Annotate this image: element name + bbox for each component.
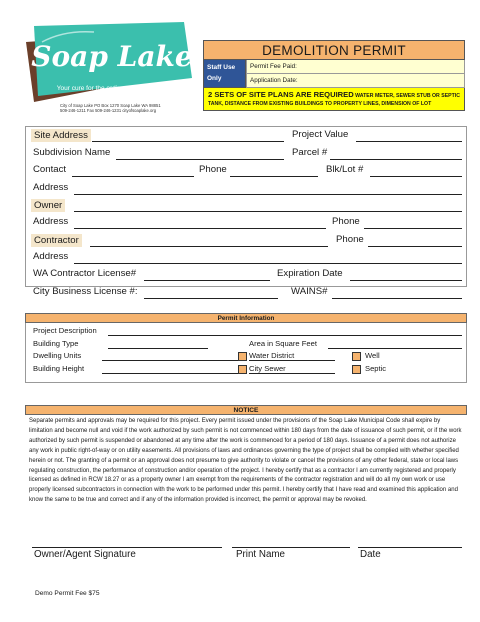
city-business-license-input[interactable] [144,298,278,299]
owner-address-label: Address [33,216,69,227]
logo-address [60,103,210,113]
well-label: Well [365,351,380,360]
water-district-input[interactable] [249,360,335,361]
print-name-label: Print Name [236,549,285,560]
area-sq-ft-label: Area in Square Feet [249,339,317,348]
owner-phone-label: Phone [332,216,360,227]
site-plans-notice [203,88,465,111]
date-label: Date [360,549,381,560]
contact-phone-label: Phone [199,164,227,175]
area-sq-ft-input[interactable] [328,348,462,349]
well-checkbox[interactable] [352,352,361,361]
address-line-2: 509-246-1211 Fax 509-246-1231 cityofsoaplake.org [60,108,157,114]
print-name-line[interactable] [232,547,350,548]
owner-address-input[interactable] [74,228,326,229]
expiration-date-label: Expiration Date [277,268,343,279]
permit-info-heading: Permit Information [25,313,467,323]
city-sewer-label: City Sewer [249,364,286,373]
subdivision-name-input[interactable] [116,159,284,160]
owner-input[interactable] [74,211,462,212]
city-sewer-checkbox[interactable] [238,365,247,374]
wains-input[interactable] [332,298,462,299]
building-type-input[interactable] [108,348,208,349]
staff-use-line-1: Staff Use [207,64,236,71]
building-height-label: Building Height [33,364,85,373]
owner-label: Owner [31,199,65,212]
project-value-input[interactable] [356,141,462,142]
contact-address-input[interactable] [74,194,462,195]
notice-body: Separate permits and approvals may be required for this project. Every permit issued under the provisions of the Soap Lake Municipal Code shall expire by limitation and become null and void if the work authorized by such permit is not commenced within 180 days from the date of issuance of such permit, or if the work authorized by such permit is suspended or abandoned at any time after the work is commenced for a period of 180 days. Issuance of a permit does not authorize any work in public right-of-way or on utility easements. All provisions of laws and ordinances governing the type of project shall be complied with whether specified herein or not. The granting of a permit or an approval does not presume to give authority to violate or cancel the provisions of any other federal, state or local laws regulating construction, the performance of construction and/or operation of the project. I hereby certify that as a contractor I am currently registered and properly licensed as defined in RCW 18.27 or as a property owner I am exempt from the requirements of the contractor registration and will do all my own work or use properly licensed subcontractors in connection with the work to be performed under this permit. I hereby certify that I have read and examined this application and know the same to be true and correct and if any of the information provided is incorrect, the permit or approval may be revoked. [29,418,462,504]
contractor-input[interactable] [90,246,328,247]
wains-label: WAINS# [291,286,328,297]
permit-title: DEMOLITION PERMIT [203,40,465,60]
owner-phone-input[interactable] [364,228,462,229]
contact-address-label: Address [33,182,69,193]
owner-agent-signature-label: Owner/Agent Signature [34,549,136,560]
septic-checkbox[interactable] [352,365,361,374]
wa-contractor-license-input[interactable] [144,280,270,281]
wa-contractor-license-label: WA Contractor License# [33,268,137,279]
site-address-input[interactable] [92,141,284,142]
svg-text:Your cure for the ordinary.: Your cure for the ordinary. [56,85,132,92]
water-district-label: Water District [249,351,295,360]
blk-lot-label: Blk/Lot # [326,164,364,175]
date-line[interactable] [358,547,462,548]
contractor-address-label: Address [33,251,69,262]
parcel-label: Parcel # [292,147,328,158]
dwelling-units-label: Dwelling Units [33,351,82,360]
project-description-input[interactable] [108,335,462,336]
water-district-checkbox[interactable] [238,352,247,361]
dwelling-units-input[interactable] [102,360,242,361]
contact-label: Contact [33,164,67,175]
permit-fee-paid-field[interactable]: Permit Fee Paid: [246,60,465,74]
city-sewer-input[interactable] [249,373,335,374]
building-type-label: Building Type [33,339,79,348]
site-plans-required: 2 SETS OF SITE PLANS ARE REQUIRED [208,90,354,99]
application-date-field[interactable]: Application Date: [246,74,465,88]
city-business-license-label: City Business License #: [33,286,138,297]
expiration-date-input[interactable] [350,280,462,281]
subdivision-name-label: Subdivision Name [33,147,111,158]
parcel-input[interactable] [330,159,462,160]
staff-use-label [203,60,246,88]
address-line-1: City of Soap Lake PO Box 1270 Soap Lake WA 98851 [60,103,161,108]
demo-permit-fee: Demo Permit Fee $75 [35,590,100,597]
building-height-input[interactable] [102,373,242,374]
septic-label: Septic [365,364,387,373]
owner-agent-signature-line[interactable] [32,547,222,548]
svg-text:Soap Lake: Soap Lake [31,40,193,73]
contractor-phone-label: Phone [336,234,364,245]
contact-input[interactable] [72,176,194,177]
contractor-phone-input[interactable] [368,246,462,247]
contractor-label: Contractor [31,234,82,247]
notice-heading: NOTICE [25,405,467,415]
site-plans-details: WATER METER, SEWER STUB OR SEPTIC TANK, DISTANCE FROM EXISTING BUILDINGS TO PROPERTY LINES, DIMENSION OF LOT [208,93,460,107]
project-value-label: Project Value [292,129,349,140]
site-address-label: Site Address [31,129,91,142]
staff-use-line-2: Only [207,75,222,82]
contact-phone-input[interactable] [230,176,318,177]
contractor-address-input[interactable] [74,263,462,264]
project-description-label: Project Description [33,326,97,335]
blk-lot-input[interactable] [370,176,462,177]
